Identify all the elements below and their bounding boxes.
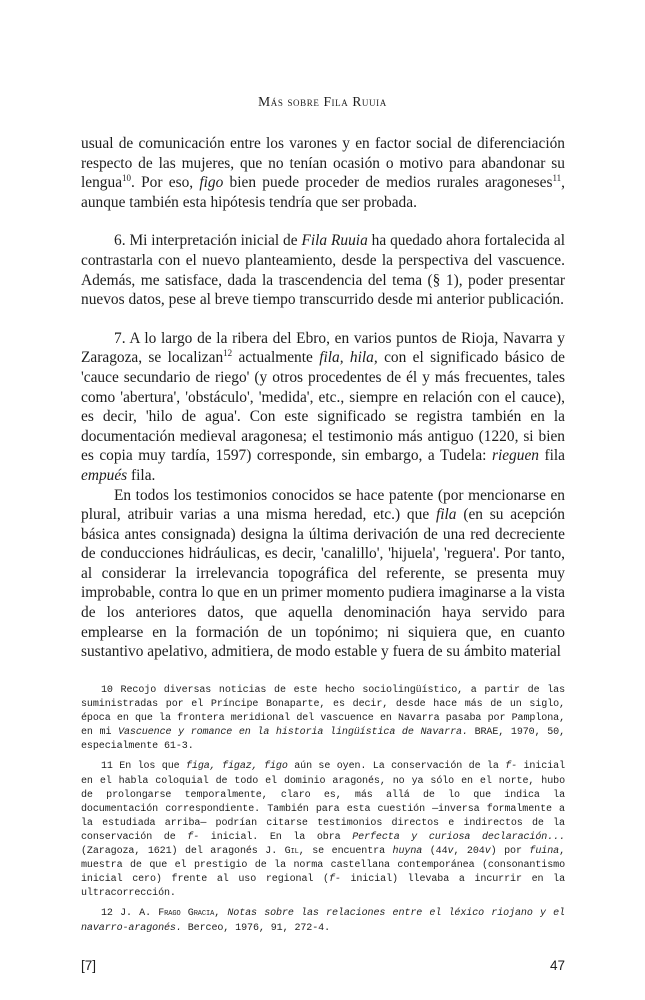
running-header: Más sobre Fila Ruuia [258, 94, 387, 109]
footnote-10: 10 Recojo diversas noticias de este hecho sociolingüístico, a partir de las suministradas por el Príncipe Bonaparte, es decir, desde hace más de un siglo, época en que la frontera meridional del vascuence en Navarra pasaba por Pamplona, en mi Vascuence y romance en la historia lingüística de Navarra. BRAE, 1970, 50, especialmente 61-3. [81, 685, 566, 753]
footnote-ref-11[interactable]: 11 [552, 173, 562, 184]
main-text [81, 134, 565, 662]
paragraph-continuation: usual de comunicación entre los varones y en factor social de diferenciación respecto de las mujeres, que no tenían ocasión o motivo para abandonar su lengua$^{10}$. Por eso, figo bien puede proceder de medios rurales aragoneses$^{11}$, aunque también esta hipótesis tendría que ser probada. [81, 135, 565, 211]
footnote-12: 12 J. A. Frago Gracia, Notas sobre las relaciones entre el léxico riojano y el navarro-aragonés. Berceo, 1976, 91, 272-4. [81, 908, 565, 934]
paragraph-section-6: 6. Mi interpretación inicial de Fila Ruuia ha quedado ahora fortalecida al contrastarla con el nuevo planteamiento, desde la perspectiva del vascuence. Además, me satisface, dada la trascendencia del tema (§ 1), poder presentar nuevos datos, pese al breve tiempo transcurrido desde mi anterior publicación. [81, 232, 565, 309]
paragraph-testimonies: En todos los testimonios conocidos se hace patente (por mencionarse en plural, atribuir varias a una misma heredad, etc.) que fila (en su acepción básica antes consignada) designa la última derivación de una red decreciente de conducciones hidráulicas, es decir, 'canalillo', 'hijuela', 'reguera'. Por tanto, al considerar la irrelevancia topográfica del referente, se presenta muy improbable, contra lo que en un primer momento pudiera imaginarse a la vista de los anteriores datos, que aquella denominación haya servido para emplearse en la formación de un topónimo; ni siquiera que, en cuanto sustantivo apelativo, admitiera, de modo estable y fuera de su ámbito material [81, 486, 565, 661]
page-number: 47 [549, 958, 565, 973]
footnote-ref-10[interactable]: 10 [122, 173, 132, 184]
footnotes [81, 684, 565, 942]
footnote-11: 11 En los que figa, figaz, figo aún se oyen. La conservación de la f- inicial en el habla coloquial de todo el dominio aragonés, no ya sólo en el norte, hubo de prolongarse temporalmente, claro es, más allá de lo que indica la documentación correspondiente. También para esta cuestión —inversa formalmente a la estudiada arriba— podrían citarse testimonios directos e indirectos de la conservación de f- inicial. En la obra Perfecta y curiosa declaración... (Zaragoza, 1621) del aragonés J. Gil, se encuentra huyna (44v, 204v) por fuina, muestra de que el prestigio de la norma castellana contemporánea (consonantismo inicial cero) frente al uso regional (f- inicial) llevaba a incurrir en la ultracorrección. [81, 761, 566, 900]
paragraph-section-7: 7. A lo largo de la ribera del Ebro, en varios puntos de Rioja, Navarra y Zaragoza, se localizan$^{12}$ actualmente fila, hila, con el significado básico de 'cauce secundario de riego' (y otros procedentes de él y más frecuentes, tales como 'abertura', 'obstáculo', 'medida', etc., siempre en relación con el cauce), es decir, 'hilo de agua'. Con este significado se registra también en la documentación medieval aragonesa; el testimonio más antiguo (1220, si bien es copia muy tardía, 1597) corresponde, sin embargo, a Tudela: rieguen fila empués fila. [81, 329, 566, 484]
footnote-ref-12[interactable]: 12 [223, 348, 233, 359]
page-section-number: [7] [81, 958, 97, 973]
